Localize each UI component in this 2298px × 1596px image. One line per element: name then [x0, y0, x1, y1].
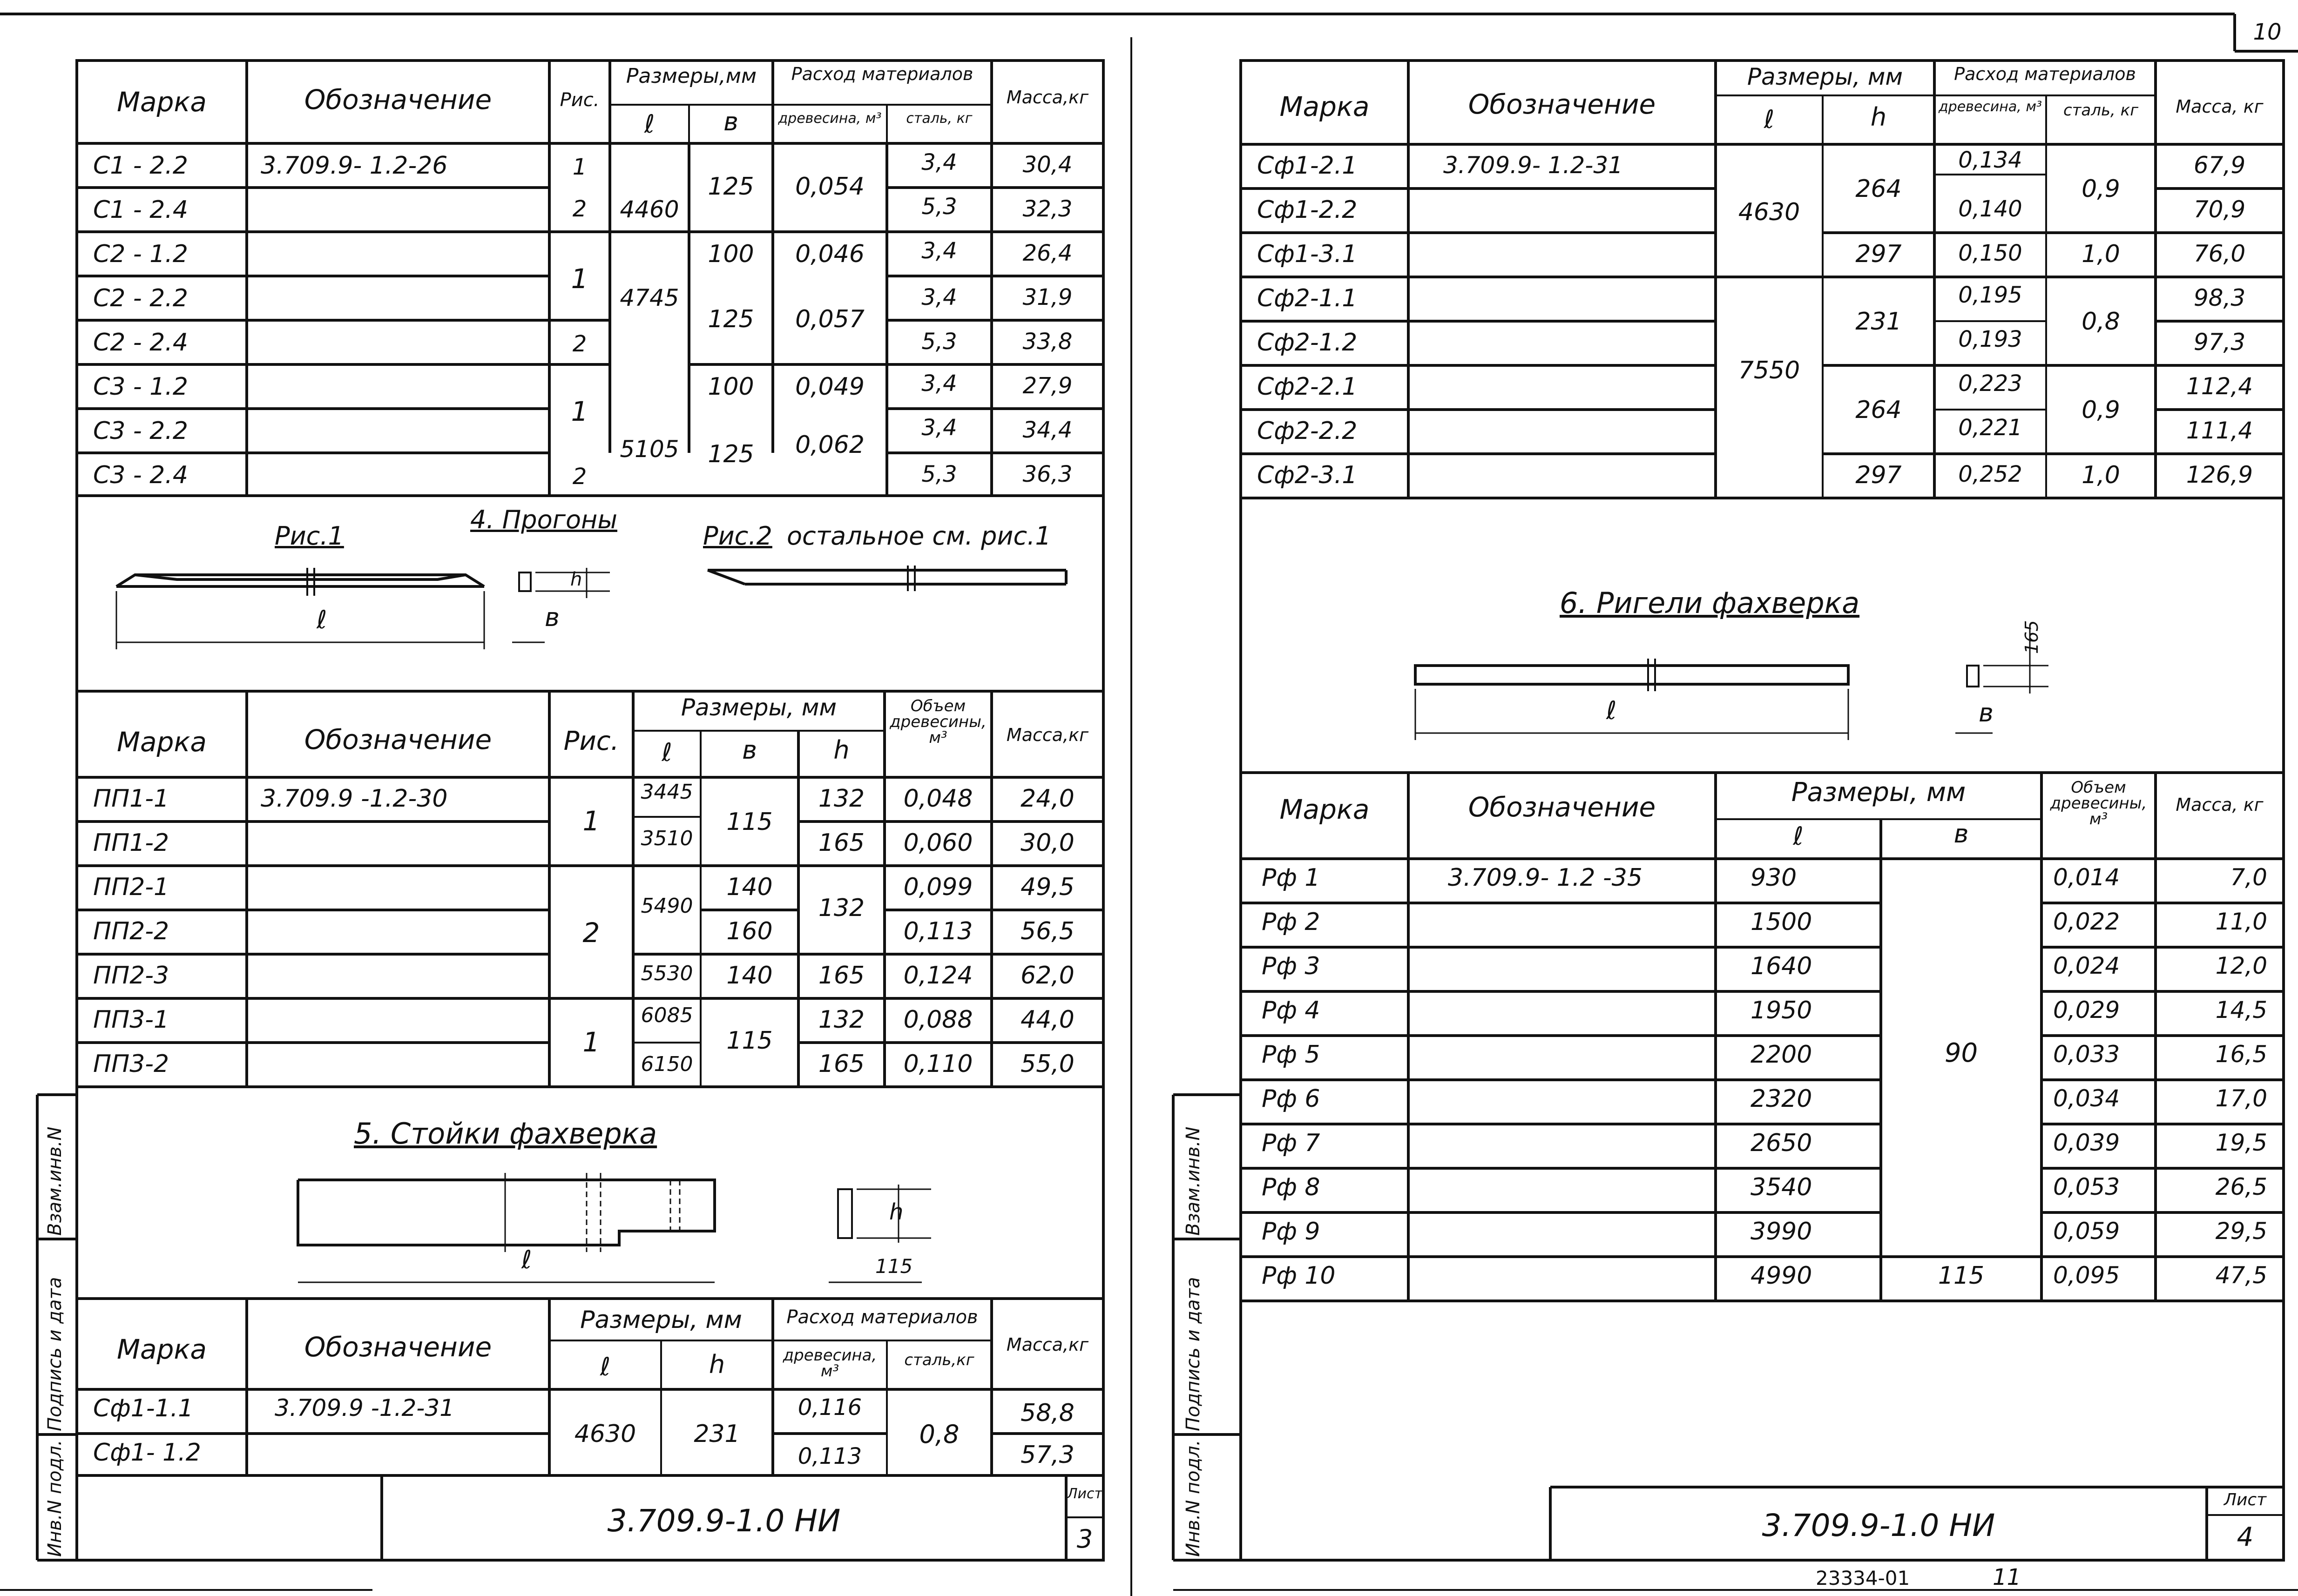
table-row-volume: 0,053 — [2053, 1173, 2120, 1200]
left-stamp-signature-date: Подпись и дата — [44, 1277, 66, 1431]
table-row-volume: 0,033 — [2053, 1041, 2120, 1068]
table-row-l: 4990 — [1751, 1262, 1812, 1290]
table-row-mark: Сф2-2.2 — [1257, 417, 1358, 445]
table-row-mass: 33,8 — [1022, 329, 1073, 355]
table-row-wood: 0,223 — [1958, 370, 2022, 397]
header-materials: Расход материалов — [786, 1306, 978, 1328]
header-steel: сталь, кг — [2063, 101, 2139, 120]
table-row-mass: 16,5 — [2215, 1041, 2267, 1068]
table-row-mark: Сф1- 1.2 — [93, 1439, 201, 1467]
dim-l-label: ℓ — [317, 605, 327, 634]
table-row-l: 1950 — [1751, 997, 1812, 1024]
table-row-fig: 1 — [582, 805, 600, 837]
table-row-fig: 1 — [571, 263, 588, 295]
header-mass: Масса, кг — [2176, 795, 2264, 815]
table-row-mass: 111,4 — [2186, 417, 2253, 444]
table-row-mark: Сф1-1.1 — [93, 1394, 194, 1422]
table-row-mass: 47,5 — [2215, 1262, 2267, 1289]
table-row-mark: Рф 6 — [1262, 1085, 1320, 1113]
table-row-l: 4460 — [620, 196, 679, 223]
table-row-designation: 3.709.9 -1.2-31 — [275, 1394, 454, 1421]
table-row-mark: Сф2-1.2 — [1257, 329, 1358, 357]
header-h: h — [833, 735, 850, 765]
table-row-mass: 98,3 — [2193, 284, 2246, 311]
table-row-steel: 0,9 — [2082, 175, 2120, 203]
header-mass: Масса,кг — [1006, 87, 1089, 108]
header-b: в — [723, 107, 738, 136]
table-row-mass: 55,0 — [1021, 1050, 1075, 1078]
table-row-volume: 0,113 — [903, 917, 973, 945]
table-row-fig: 2 — [582, 917, 600, 949]
table-row-l: 5105 — [620, 436, 679, 463]
table-row-mark: С1 - 2.4 — [93, 196, 188, 224]
table-row-mass: 49,5 — [1021, 873, 1075, 901]
table-row-mark: ПП2-2 — [93, 917, 169, 945]
header-wood: древесина, м³ — [1938, 99, 2042, 115]
table-row-mass: 70,9 — [2193, 196, 2246, 223]
table-row-volume: 0,095 — [2053, 1262, 2120, 1289]
table-row-mass: 26,4 — [1022, 240, 1073, 266]
header-sizes: Размеры,мм — [626, 64, 757, 88]
table-row-fig: 1 — [572, 154, 587, 180]
table-row-steel: 3,4 — [921, 284, 957, 310]
header-l: ℓ — [644, 109, 655, 139]
title-block-sheet-number: 4 — [2237, 1522, 2254, 1552]
table-row-h: 231 — [694, 1420, 740, 1448]
table-row-b: 125 — [708, 440, 754, 468]
table-row-mark: С3 - 2.4 — [93, 461, 188, 489]
table-row-mass: 30,4 — [1022, 152, 1073, 178]
table-row-wood: 0,057 — [795, 305, 865, 333]
table-row-mark: С1 - 2.2 — [93, 152, 188, 180]
table-row-mass: 36,3 — [1022, 461, 1073, 487]
table-row-l: 5530 — [641, 962, 693, 985]
header-b: в — [742, 735, 757, 765]
table-row-mark: Рф 5 — [1262, 1041, 1320, 1069]
table-row-l: 2200 — [1751, 1041, 1812, 1069]
table-row-steel: 3,4 — [921, 238, 957, 264]
table-row-h: 132 — [818, 1006, 865, 1034]
header-sizes: Размеры, мм — [1791, 777, 1966, 808]
dim-b-label: в — [1979, 698, 1994, 727]
table-row-mark: С3 - 2.2 — [93, 417, 188, 445]
table-row-volume: 0,060 — [903, 829, 973, 857]
table-row-l: 7550 — [1738, 357, 1800, 384]
table-row-mark: Сф2-2.1 — [1257, 373, 1358, 401]
table-row-b: 115 — [1938, 1262, 1985, 1290]
table-row-h: 132 — [818, 894, 865, 922]
header-fig: Рис. — [563, 726, 619, 756]
header-b: в — [1953, 819, 1969, 849]
table-row-mark: Рф 2 — [1262, 908, 1320, 936]
header-designation: Обозначение — [1468, 88, 1656, 120]
table-row-b: 115 — [726, 808, 773, 836]
table-row-l: 3510 — [641, 827, 693, 850]
header-mark: Марка — [117, 1333, 207, 1365]
table-row-mass: 76,0 — [2193, 240, 2246, 267]
table-row-steel: 0,8 — [2082, 308, 2120, 336]
table-row-steel: 0,8 — [919, 1420, 960, 1449]
table-row-wood: 0,193 — [1958, 326, 2022, 352]
archive-stamp-number: 11 — [1993, 1564, 2021, 1590]
table-row-wood: 0,046 — [795, 240, 865, 268]
header-mass: Масса,кг — [1006, 1334, 1089, 1355]
left-stamp-inv-original: Инв.N подл. — [44, 1440, 66, 1557]
table-row-mass: 29,5 — [2215, 1218, 2267, 1245]
table-row-mass: 62,0 — [1021, 962, 1075, 990]
header-l: ℓ — [1764, 105, 1775, 134]
table-row-l: 3990 — [1751, 1218, 1812, 1246]
header-mass: Масса,кг — [1006, 725, 1089, 745]
table-row-l: 6085 — [641, 1003, 693, 1027]
table-row-mark: С3 - 1.2 — [93, 373, 188, 401]
title-block-sheet-label: Лист — [1067, 1486, 1103, 1502]
table-row-b: 125 — [708, 305, 754, 333]
right-stamp-signature-date: Подпись и дата — [1183, 1277, 1204, 1431]
header-volume: Объем древесины, м³ — [2050, 778, 2147, 828]
table-row-wood: 0,150 — [1958, 240, 2022, 266]
table-row-wood: 0,134 — [1958, 147, 2022, 173]
table-row-h: 264 — [1855, 396, 1902, 424]
table-row-mass: 11,0 — [2215, 908, 2267, 935]
header-designation: Обозначение — [304, 84, 492, 115]
table-row-l: 930 — [1751, 864, 1797, 892]
table-row-volume: 0,099 — [903, 873, 973, 901]
table-row-l: 3540 — [1751, 1173, 1812, 1201]
table-row-steel: 5,3 — [921, 194, 957, 220]
header-steel: сталь, кг — [906, 110, 973, 127]
table-row-steel: 3,4 — [921, 149, 957, 175]
header-mass: Масса, кг — [2176, 96, 2264, 117]
header-mark: Марка — [1279, 794, 1370, 825]
table-row-fig: 1 — [582, 1026, 600, 1058]
table-row-mass: 34,4 — [1022, 417, 1073, 443]
header-sizes: Размеры, мм — [580, 1306, 742, 1334]
table-row-h: 297 — [1855, 461, 1902, 489]
table-row-mark: Сф1-2.2 — [1257, 196, 1358, 224]
table-row-mass: 19,5 — [2215, 1129, 2267, 1156]
header-mark: Марка — [117, 726, 207, 758]
table-row-fig: 2 — [572, 331, 587, 357]
table-row-l: 1640 — [1751, 952, 1812, 980]
table-row-mass: 17,0 — [2215, 1085, 2267, 1112]
table-row-mass: 56,5 — [1021, 917, 1075, 945]
table-row-volume: 0,059 — [2053, 1218, 2120, 1245]
table-row-h: 132 — [818, 785, 865, 813]
header-wood: древесина, м³ — [778, 110, 882, 127]
table-row-fig: 1 — [571, 396, 588, 427]
table-row-h: 165 — [818, 829, 865, 857]
table-row-volume: 0,110 — [903, 1050, 973, 1078]
fig2-label: Рис.2 — [703, 521, 772, 551]
fig2-note: остальное см. рис.1 — [787, 521, 1051, 551]
table-row-fig: 2 — [572, 464, 587, 490]
table-row-wood: 0,113 — [798, 1443, 862, 1469]
table-row-l: 2320 — [1751, 1085, 1812, 1113]
fig1-label: Рис.1 — [275, 521, 344, 551]
table-row-fig: 2 — [572, 196, 587, 222]
table-row-b: 125 — [708, 173, 754, 201]
table-row-mass: 112,4 — [2186, 373, 2253, 400]
table-row-mass: 32,3 — [1022, 196, 1073, 222]
table-row-mark: Рф 1 — [1262, 864, 1320, 892]
table-row-mark: Сф2-3.1 — [1257, 461, 1358, 489]
table-row-l: 5490 — [641, 894, 693, 918]
table-row-wood: 0,221 — [1958, 415, 2022, 441]
header-fig: Рис. — [560, 89, 600, 111]
header-mark: Марка — [117, 86, 207, 118]
section6-title: 6. Ригели фахверка — [1560, 586, 1860, 620]
table-row-volume: 0,029 — [2053, 997, 2120, 1024]
title-block-sheet-number: 3 — [1076, 1524, 1093, 1554]
table-row-mark: Сф1-2.1 — [1257, 152, 1358, 180]
table-row-mass: 24,0 — [1021, 785, 1075, 813]
header-steel: сталь,кг — [904, 1351, 974, 1369]
table-row-mark: С2 - 2.4 — [93, 329, 188, 357]
left-stamp-replaces-inv: Взам.инв.N — [44, 1126, 66, 1236]
table-row-steel: 5,3 — [921, 461, 957, 487]
table-row-wood: 0,054 — [795, 173, 865, 201]
table-row-mark: ПП3-2 — [93, 1050, 169, 1078]
table-row-h: 297 — [1855, 240, 1902, 268]
table-row-designation: 3.709.9- 1.2-26 — [261, 152, 448, 180]
table-row-wood: 0,195 — [1958, 282, 2022, 308]
dim-h-label: h — [570, 569, 582, 590]
table-row-h: 165 — [818, 962, 865, 990]
table-row-mark: Рф 4 — [1262, 997, 1320, 1024]
archive-stamp: 23334-01 — [1816, 1567, 1910, 1589]
title-block-code: 3.709.9-1.0 НИ — [1762, 1508, 1995, 1543]
dim-115-label: 115 — [875, 1255, 913, 1278]
table-row-volume: 0,024 — [2053, 952, 2120, 979]
table-row-mark: ПП2-1 — [93, 873, 169, 901]
header-h: h — [1870, 102, 1887, 132]
table-row-mass: 97,3 — [2193, 329, 2246, 356]
header-mark: Марка — [1279, 91, 1370, 122]
table-row-volume: 0,022 — [2053, 908, 2120, 935]
table-row-volume: 0,039 — [2053, 1129, 2120, 1156]
table-row-mark: Рф 9 — [1262, 1218, 1320, 1246]
header-sizes: Размеры, мм — [1747, 63, 1903, 90]
right-stamp-inv-original: Инв.N подл. — [1183, 1440, 1204, 1557]
table-row-steel: 5,3 — [921, 329, 957, 355]
table-row-b: 115 — [726, 1027, 773, 1055]
table-row-mark: Рф 8 — [1262, 1173, 1320, 1201]
table-row-l: 4630 — [574, 1420, 636, 1448]
table-row-b: 100 — [708, 240, 754, 268]
table-row-mark: Рф 7 — [1262, 1129, 1320, 1157]
table-row-l: 4745 — [620, 284, 679, 311]
header-wood: древесина, м³ — [783, 1346, 877, 1381]
table-row-mass: 44,0 — [1021, 1006, 1075, 1034]
table-row-mark: ПП1-1 — [93, 785, 169, 813]
table-row-designation: 3.709.9 -1.2-30 — [261, 785, 448, 813]
table-row-steel: 0,9 — [2082, 396, 2120, 424]
table-row-mark: ПП1-2 — [93, 829, 169, 857]
table-row-designation: 3.709.9- 1.2-31 — [1443, 152, 1623, 179]
table-row-l: 2650 — [1751, 1129, 1812, 1157]
table-row-wood: 0,140 — [1958, 196, 2022, 222]
table-row-mass: 26,5 — [2215, 1173, 2267, 1200]
table-row-steel: 3,4 — [921, 370, 957, 397]
table-row-mass: 14,5 — [2215, 997, 2267, 1024]
table-row-mass: 7,0 — [2230, 864, 2267, 891]
table-row-volume: 0,124 — [903, 962, 973, 990]
table-row-h: 165 — [818, 1050, 865, 1078]
table-row-h: 231 — [1855, 308, 1902, 336]
table-row-mass: 126,9 — [2186, 461, 2253, 488]
header-materials: Расход материалов — [1954, 64, 2136, 84]
header-designation: Обозначение — [1468, 791, 1656, 823]
page-number: 10 — [2253, 19, 2282, 45]
table-row-wood: 0,252 — [1958, 461, 2022, 487]
section4-title: 4. Прогоны — [470, 505, 617, 534]
table-row-mark: ПП3-1 — [93, 1006, 169, 1034]
table-row-l: 6150 — [641, 1052, 693, 1076]
table-row-mark: С2 - 2.2 — [93, 284, 188, 312]
header-l: ℓ — [600, 1352, 611, 1381]
table-row-l: 3445 — [641, 780, 693, 804]
table-row-steel: 3,4 — [921, 415, 957, 441]
table-row-mark: С2 - 1.2 — [93, 240, 188, 268]
table-row-l: 4630 — [1738, 198, 1800, 226]
table-row-steel: 1,0 — [2082, 240, 2120, 268]
table-row-b: 100 — [708, 373, 754, 401]
table-row-wood: 0,116 — [798, 1394, 862, 1421]
header-volume: Объем древесины, м³ — [890, 697, 987, 747]
dim-165-label: 165 — [2021, 620, 2042, 654]
table-row-mark: Сф2-1.1 — [1257, 284, 1358, 312]
table-row-b: 140 — [726, 873, 773, 901]
header-sizes: Размеры, мм — [681, 694, 837, 721]
table-row-mark: ПП2-3 — [93, 962, 169, 990]
table-row-mass: 31,9 — [1022, 284, 1073, 310]
title-block-sheet-label: Лист — [2224, 1490, 2267, 1509]
table-row-mark: Рф 3 — [1262, 952, 1320, 980]
table-row-steel: 1,0 — [2082, 461, 2120, 489]
header-materials: Расход материалов — [791, 64, 973, 84]
table-row-b: 160 — [726, 917, 773, 945]
table-row-volume: 0,088 — [903, 1006, 973, 1034]
table-row-volume: 0,048 — [903, 785, 973, 813]
section5-title: 5. Стойки фахверка — [354, 1117, 657, 1151]
header-h: h — [709, 1350, 725, 1379]
table-row-mass: 58,8 — [1021, 1399, 1075, 1427]
table-row-l: 1500 — [1751, 908, 1812, 936]
dim-l-label: ℓ — [1606, 696, 1617, 725]
right-stamp-replaces-inv: Взам.инв.N — [1183, 1126, 1204, 1236]
dim-b-label: в — [545, 603, 560, 632]
table-row-b: 90 — [1944, 1038, 1978, 1068]
header-l: ℓ — [1793, 822, 1804, 851]
table-row-mass: 12,0 — [2215, 952, 2267, 979]
table-row-designation: 3.709.9- 1.2 -35 — [1448, 864, 1642, 892]
title-block-code: 3.709.9-1.0 НИ — [607, 1503, 841, 1539]
table-row-wood: 0,062 — [795, 431, 865, 459]
dim-l-label: ℓ — [521, 1245, 532, 1274]
table-row-b: 140 — [726, 962, 773, 990]
table-row-mark: Сф1-3.1 — [1257, 240, 1358, 268]
table-row-mass: 27,9 — [1022, 373, 1073, 399]
table-row-mass: 67,9 — [2193, 152, 2246, 179]
table-row-volume: 0,014 — [2053, 864, 2120, 891]
header-designation: Обозначение — [304, 724, 492, 755]
dim-h-label: h — [889, 1199, 904, 1225]
table-row-mass: 30,0 — [1021, 829, 1075, 857]
table-row-wood: 0,049 — [795, 373, 865, 401]
header-designation: Обозначение — [304, 1331, 492, 1363]
header-l: ℓ — [662, 738, 672, 767]
table-row-volume: 0,034 — [2053, 1085, 2120, 1112]
table-row-h: 264 — [1855, 175, 1902, 203]
table-row-mass: 57,3 — [1021, 1441, 1075, 1469]
table-row-mark: Рф 10 — [1262, 1262, 1336, 1290]
